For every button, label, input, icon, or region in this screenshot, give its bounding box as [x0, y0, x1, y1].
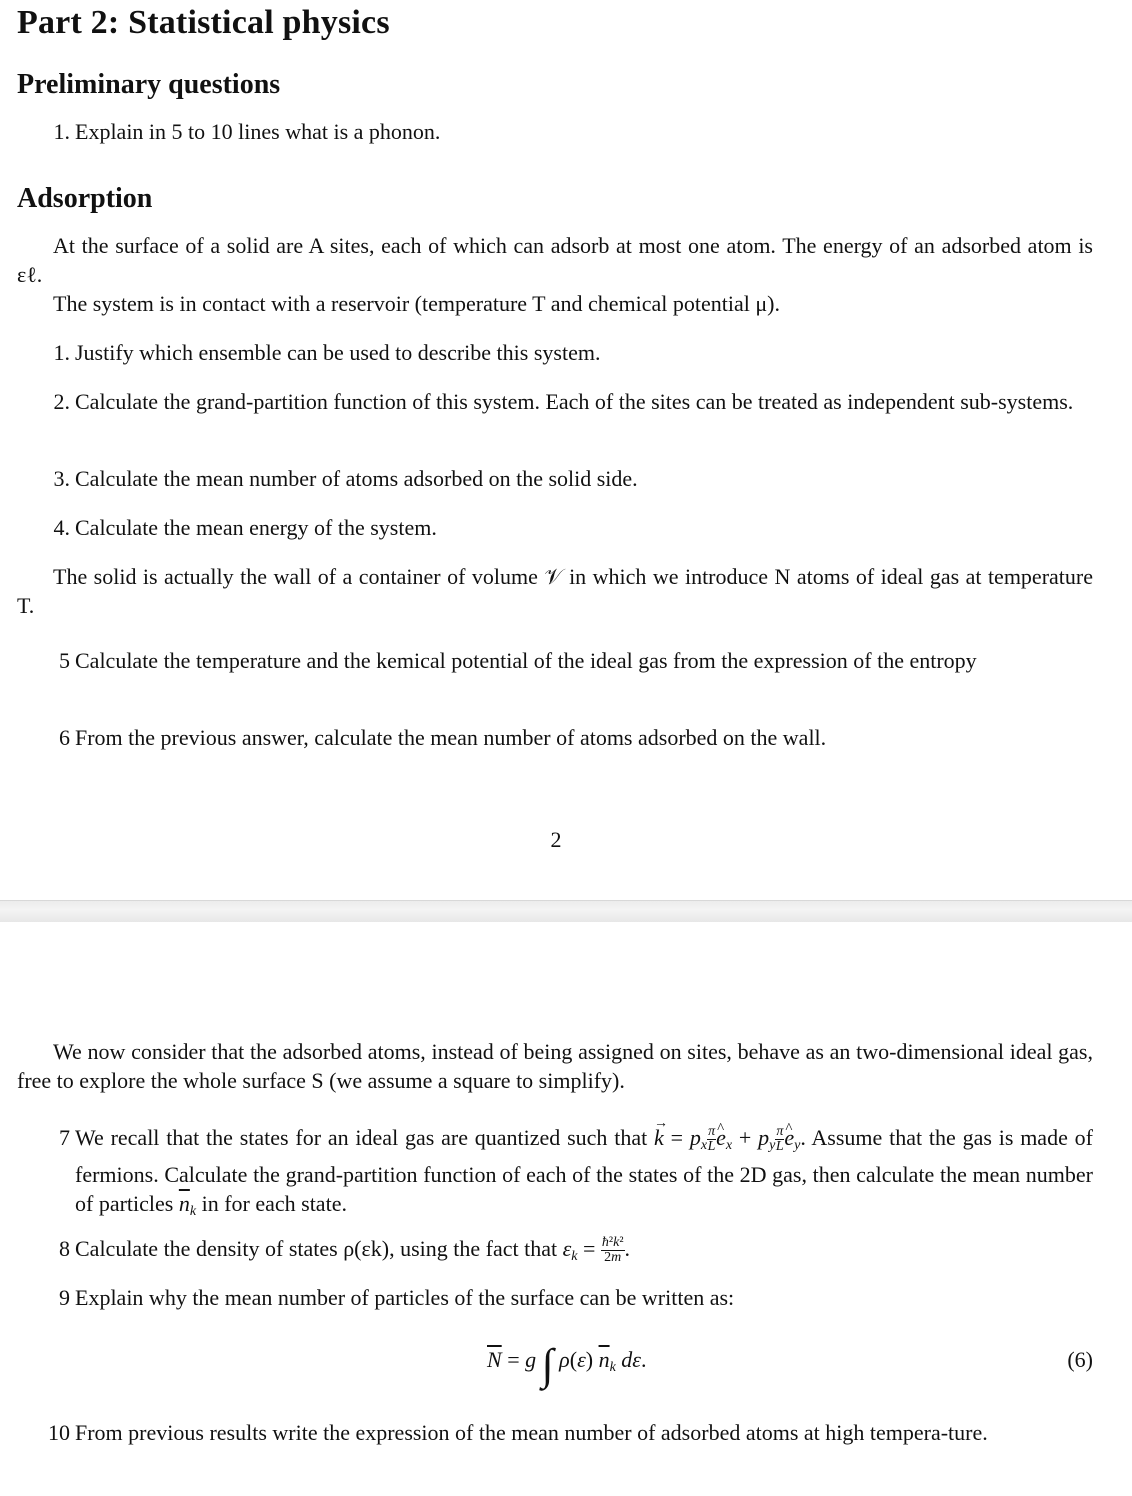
item-text: From previous results write the expression of the mean number of adsorbed atoms at high tempera-ture.	[75, 1420, 988, 1445]
section-heading-adsorption: Adsorption	[17, 183, 153, 214]
item-text: Explain why the mean number of particles of the surface can be written as:	[75, 1285, 735, 1310]
equation-body: $\overline{N} = g$ ∫ ρ(ε) $\overline{n}_k$ dε.	[487, 1340, 647, 1389]
mean-occupation-symbol: $\overline{n}_k$	[178, 1191, 197, 1219]
list-item	[40, 1123, 1093, 1226]
item-text: Calculate the mean number of atoms adsorbed on the solid side.	[75, 466, 638, 491]
page-number: 2	[550, 827, 562, 852]
list-item	[40, 513, 1093, 542]
item7-text-b: Assume that the gas is made of fermions. Calculate the grand-partition function of each of the states of the 2D gas, then calculate the mean number of particles	[75, 1125, 1093, 1216]
item-number: 1.	[53, 340, 70, 365]
item-number: 10	[48, 1420, 70, 1445]
paragraph-container	[17, 562, 1093, 620]
page-separator	[0, 900, 1132, 924]
list-item	[40, 646, 1093, 675]
paragraph-2d-gas	[17, 1037, 1093, 1095]
item-text: From the previous answer, calculate the mean number of atoms adsorbed on the wall.	[75, 725, 827, 750]
document-page-2	[0, 922, 1132, 1496]
item-text	[75, 1234, 1093, 1271]
item-text: Calculate the grand-partition function of this system. Each of the sites can be treated as independent sub-systems.	[75, 389, 1074, 414]
item-number: 1.	[53, 119, 70, 144]
item-text	[75, 1123, 1093, 1226]
paragraph-intro	[17, 231, 1093, 289]
list-item	[40, 723, 1093, 752]
dispersion-formula: $\varepsilon_k$ = $\frac{\text{ħ²k²}}{2m}$ .	[562, 1235, 631, 1266]
wavevector-formula: → $k = p_x$ $\frac{\pi}{L}$ ^ $e_x + p_y$ $\frac{\pi}{L}$ ^ $e_y$.	[654, 1125, 806, 1150]
equation-6	[0, 1330, 1132, 1390]
item-number: 5	[59, 648, 70, 673]
list-item	[40, 1234, 1093, 1271]
item-text: Justify which ensemble can be used to describe this system.	[75, 340, 601, 365]
list-item	[40, 464, 1093, 493]
reservoir-text: The system is in contact with a reservoir (temperature T and chemical potential μ).	[53, 291, 780, 316]
list-item	[40, 1283, 1093, 1312]
container-text: The solid is actually the wall of a container of volume 𝒱 in which we introduce N atoms of ideal gas at temperature T.	[17, 564, 1093, 618]
item7-text-c: in for each state.	[201, 1191, 347, 1216]
equation-number: (6)	[1067, 1347, 1093, 1372]
item-number: 6	[59, 725, 70, 750]
list-item	[40, 338, 1093, 367]
list-item	[40, 117, 1093, 146]
list-item	[40, 387, 1093, 416]
intro-2d-text: We now consider that the adsorbed atoms, instead of being assigned on sites, behave as an two-dimensional ideal gas, free to explore the whole surface S (we assume a square to simplify).	[17, 1039, 1093, 1093]
item-number: 9	[59, 1285, 70, 1310]
item-number: 4.	[53, 515, 70, 540]
item-number: 7	[59, 1125, 70, 1150]
item-text: Explain in 5 to 10 lines what is a phonon.	[75, 119, 441, 144]
item-number: 8	[59, 1236, 70, 1261]
item-text: Calculate the temperature and the kemical potential of the ideal gas from the expression of the entropy	[75, 648, 977, 673]
item8-text: Calculate the density of states ρ(εk), using the fact that	[75, 1236, 558, 1261]
section-heading-preliminary: Preliminary questions	[17, 69, 281, 100]
item-number: 2.	[53, 389, 70, 414]
paragraph-reservoir	[17, 289, 1093, 318]
list-item	[40, 1418, 1093, 1447]
item-number: 3.	[53, 466, 70, 491]
intro-text: At the surface of a solid are A sites, each of which can adsorb at most one atom. The energy of an adsorbed atom is εℓ.	[17, 233, 1093, 287]
item7-text-a: We recall that the states for an ideal gas are quantized such that	[75, 1125, 648, 1150]
page-title: Part 2: Statistical physics	[17, 4, 390, 41]
item-text: Calculate the mean energy of the system.	[75, 515, 437, 540]
